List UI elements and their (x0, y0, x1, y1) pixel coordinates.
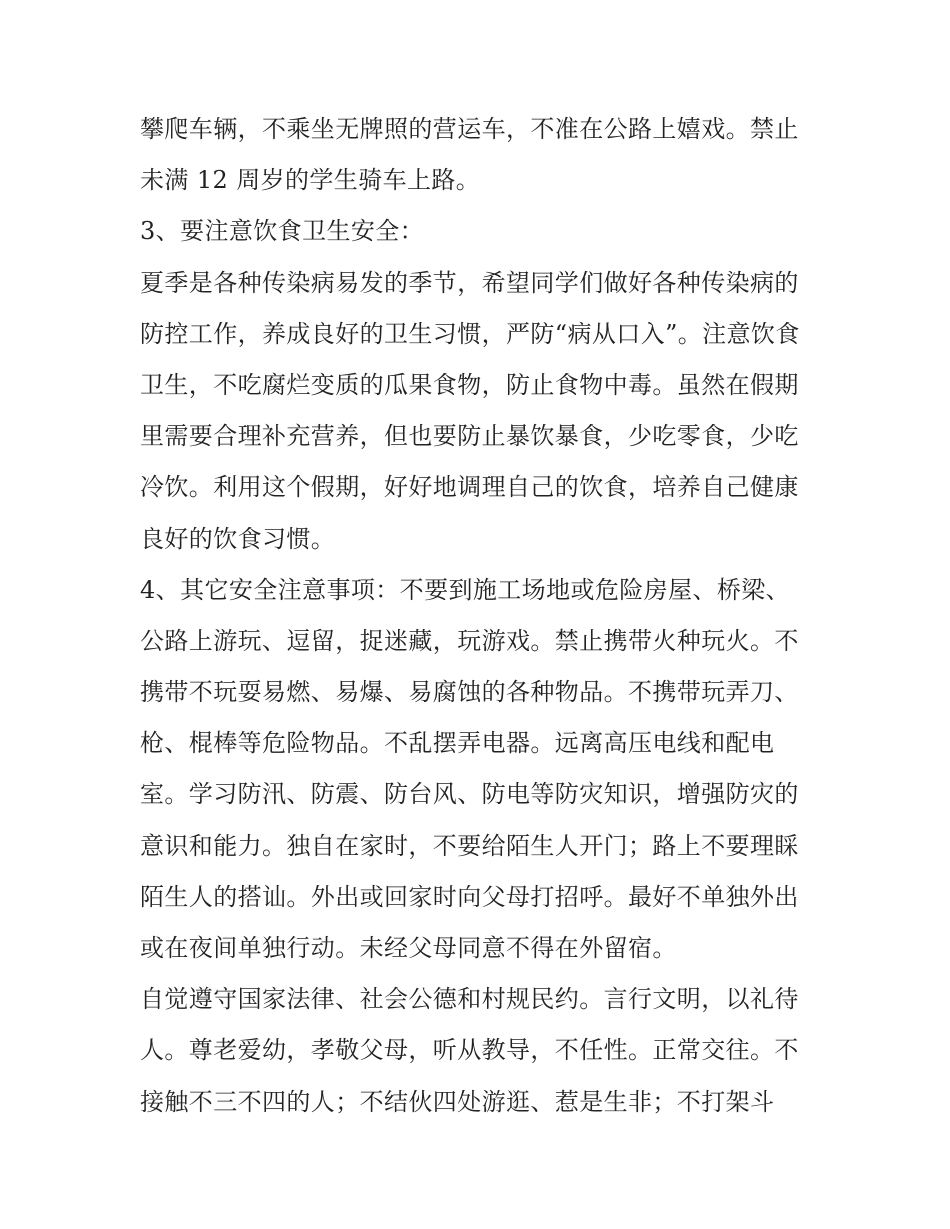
text-line: 接触不三不四的人；不结伙四处游逛、惹是生非；不打架斗 (140, 1087, 775, 1116)
text-line: 公路上游玩、逗留，捉迷藏，玩游戏。禁止携带火种玩火。不 (140, 626, 799, 655)
text-line: 良好的饮食习惯。 (140, 524, 336, 553)
text-line: 枪、棍棒等危险物品。不乱摆弄电器。远离高压电线和配电 (140, 729, 775, 758)
text-line: 里需要合理补充营养，但也要防止暴饮暴食，少吃零食，少吃 (140, 422, 799, 451)
text-line: 未满 12 周岁的学生骑车上路。 (140, 166, 481, 195)
text-line: 防控工作，养成良好的卫生习惯，严防“病从口入”。注意饮食 (140, 319, 800, 348)
text-line: 意识和能力。独自在家时，不要给陌生人开门；路上不要理睬 (140, 831, 799, 860)
text-line: 人。尊老爱幼，孝敬父母，听从教导，不任性。正常交往。不 (140, 1036, 799, 1065)
text-line: 攀爬车辆，不乘坐无牌照的营运车，不准在公路上嬉戏。禁止 (140, 115, 799, 143)
text-line: 夏季是各种传染病易发的季节，希望同学们做好各种传染病的 (140, 268, 799, 297)
text-line: 自觉遵守国家法律、社会公德和村规民约。言行文明，以礼待 (140, 985, 799, 1014)
text-line: 或在夜间单独行动。未经父母同意不得在外留宿。 (140, 934, 677, 962)
text-line: 陌生人的搭讪。外出或回家时向父母打招呼。最好不单独外出 (140, 882, 799, 911)
text-line: 4、其它安全注意事项：不要到施工场地或危险房屋、桥梁、 (140, 575, 791, 604)
text-line: 卫生，不吃腐烂变质的瓜果食物，防止食物中毒。虽然在假期 (140, 370, 799, 399)
text-line: 携带不玩耍易燃、易爆、易腐蚀的各种物品。不携带玩弄刀、 (140, 678, 799, 707)
text-line: 室。学习防汛、防震、防台风、防电等防灾知识，增强防灾的 (140, 780, 799, 809)
text-line: 冷饮。利用这个假期，好好地调理自己的饮食，培养自己健康 (140, 473, 799, 502)
body-text (140, 104, 820, 1128)
section-heading: 3、要注意饮食卫生安全： (140, 217, 425, 246)
